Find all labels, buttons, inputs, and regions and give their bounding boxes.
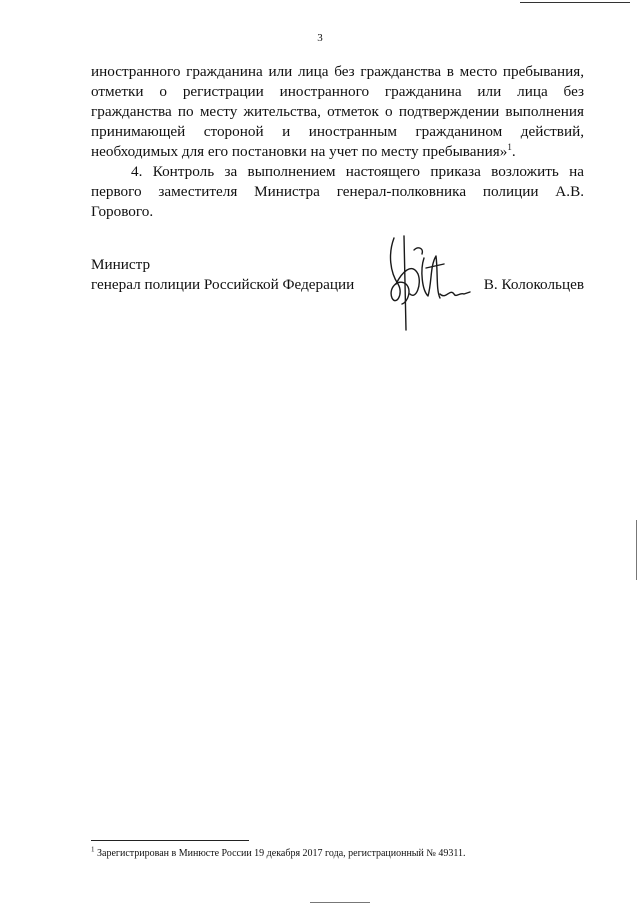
handwritten-signature-icon [384, 232, 472, 332]
paragraph-control: 4. Контроль за выполнением настоящего приказа возложить на первого заместителя Министра генерал-полковника полиции А.В. Горового. [91, 163, 584, 220]
footnote-marker: 1 [91, 845, 95, 854]
page-number: 3 [317, 32, 323, 44]
scan-artifact-top-right [520, 2, 630, 3]
footnote-reference: 1 [507, 141, 512, 152]
footnote [91, 847, 611, 860]
body-text [91, 62, 584, 222]
paragraph-continuation-text: иностранного гражданина или лица без гражданства в место пребывания, отметки о регистрации иностранного гражданина или лица без гражданства по месту жительства, отметок о подтверждении выполнения принимающей стороной и иностранным гражданином действий, необходимых для его постановки на учет по месту пребывания» [91, 63, 584, 160]
signatory-rank: генерал полиции Российской Федерации [91, 276, 355, 293]
signatory-title: Министр [91, 256, 151, 273]
footnote-divider [91, 840, 249, 841]
scan-artifact-bottom [310, 902, 370, 903]
signatory-name: В. Колокольцев [483, 276, 584, 293]
footnote-text: Зарегистрирован в Минюсте России 19 декабря 2017 года, регистрационный № 49311. [97, 848, 466, 859]
paragraph-continuation [91, 62, 584, 162]
paragraph-end-punctuation: . [511, 143, 516, 160]
signature-block [91, 255, 584, 295]
scan-artifact-right-edge [636, 520, 637, 580]
